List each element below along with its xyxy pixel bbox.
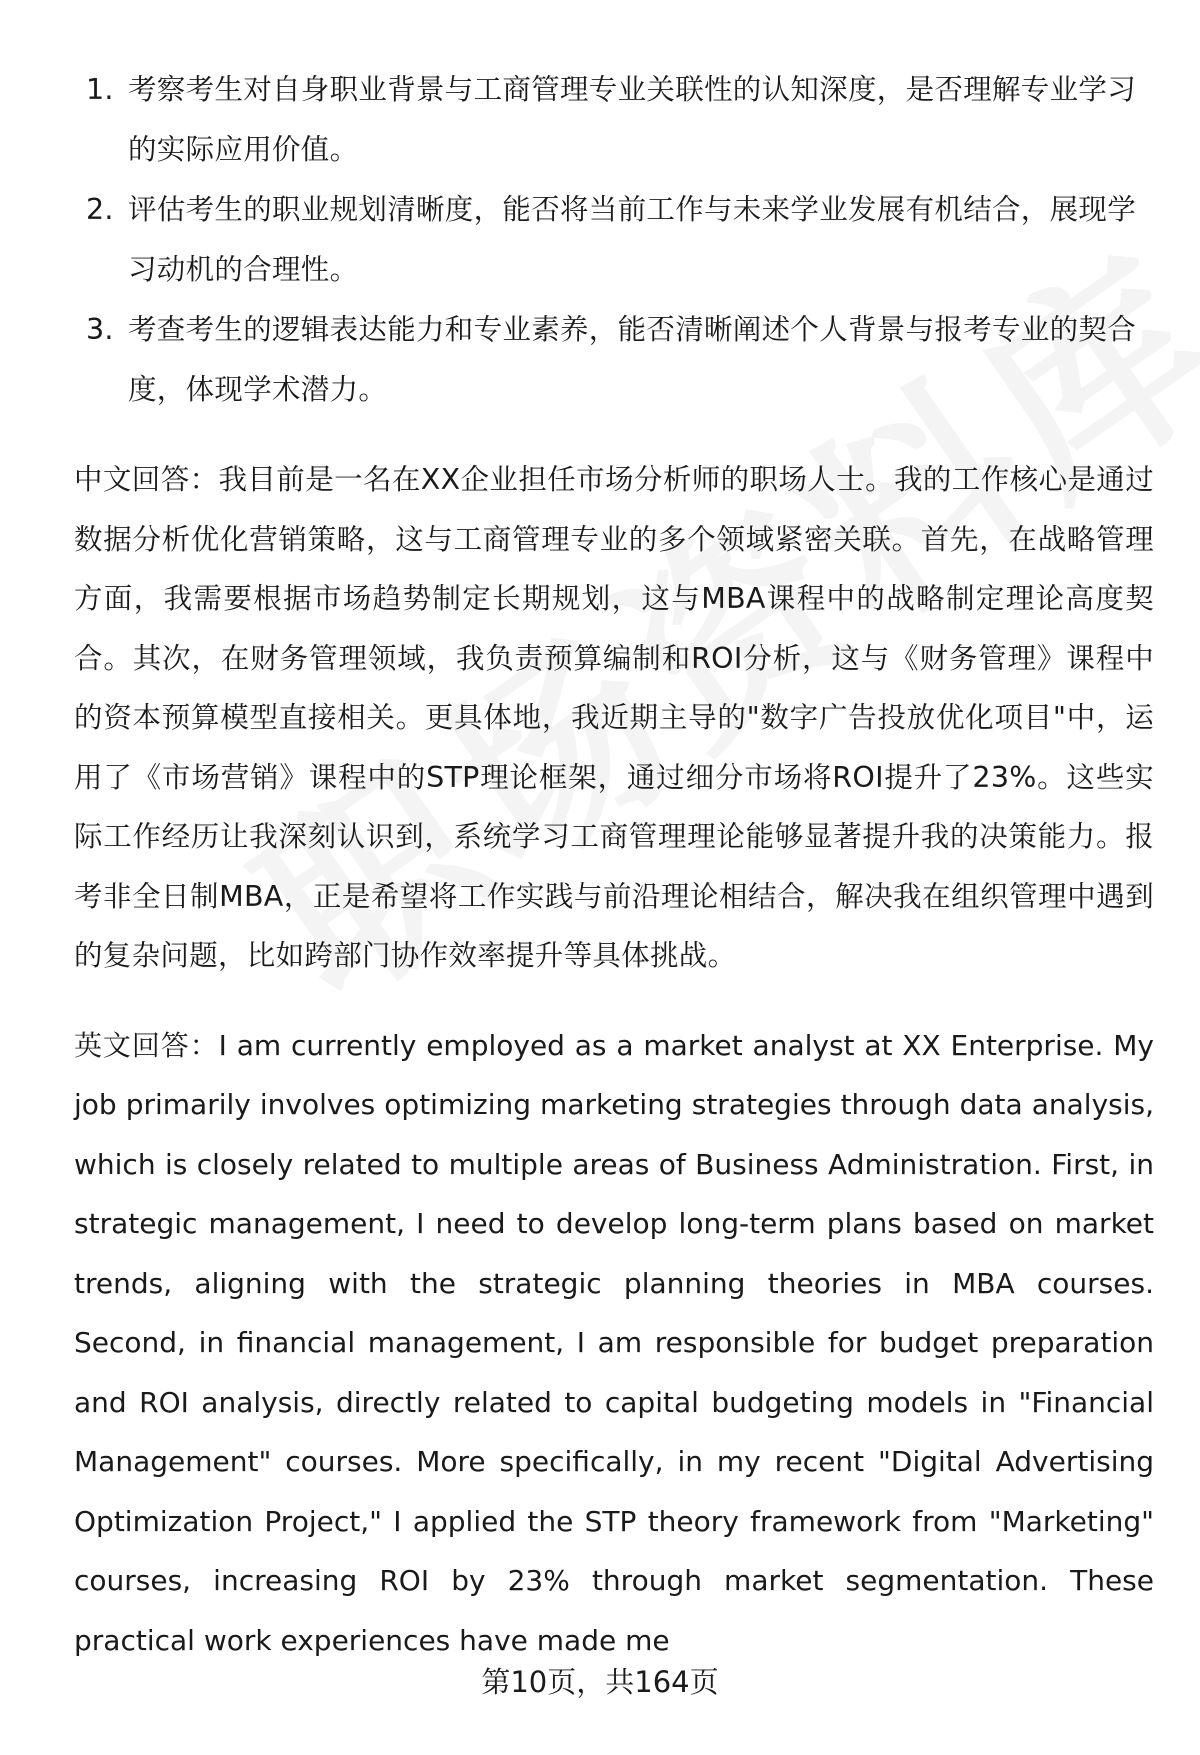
chinese-answer-text: 我目前是一名在XX企业担任市场分析师的职场人士。我的工作核心是通过数据分析优化营销策略，这与工商管理专业的多个领域紧密关联。首先，在战略管理方面，我需要根据市场趋势制定长期规划，这与MBA课程中的战略制定理论高度契合。其次，在财务管理领域，我负责预算编制和ROI分析，这与《财务管理》课程中的资本预算模型直接相关。更具体地，我近期主导的"数字广告投放优化项目"中，运用了《市场营销》课程中的STP理论框架，通过细分市场将ROI提升了23%。这些实际工作经历让我深刻认识到，系统学习工商管理理论能够显著提升我的决策能力。报考非全日制MBA，正是希望将工作实践与前沿理论相结合，解决我在组织管理中遇到的复杂问题，比如跨部门协作效率提升等具体挑战。	[74, 463, 1154, 972]
document-page	[74, 60, 1154, 1670]
evaluation-criteria-list	[74, 60, 1154, 420]
list-item-number: 2.	[86, 193, 114, 226]
chinese-answer	[74, 450, 1154, 986]
list-item-number: 3.	[86, 313, 114, 346]
english-answer-label: 英文回答：	[74, 1028, 219, 1062]
list-item	[74, 60, 1154, 180]
list-item-number: 1.	[86, 73, 114, 106]
list-item-text: 考查考生的逻辑表达能力和专业素养，能否清晰阐述个人背景与报考专业的契合度，体现学术潜力。	[128, 313, 1137, 406]
page-number-footer: 第10页，共164页	[481, 1665, 719, 1699]
english-answer	[74, 1016, 1154, 1671]
list-item-text: 考察考生对自身职业背景与工商管理专业关联性的认知深度，是否理解专业学习的实际应用价值。	[128, 73, 1137, 166]
list-item	[74, 300, 1154, 420]
list-item-text: 评估考生的职业规划清晰度，能否将当前工作与未来学业发展有机结合，展现学习动机的合理性。	[128, 193, 1137, 286]
english-answer-text: I am currently employed as a market analyst at XX Enterprise. My job primarily involves optimizing marketing strategies through data analysis, which is closely related to multiple areas of Business Administration. First, in strategic management, I need to develop long-term plans based on market trends, aligning with the strategic planning theories in MBA courses. Second, in financial management, I am responsible for budget preparation and ROI analysis, directly related to capital budgeting models in "Financial Management" courses. More specifically, in my recent "Digital Advertising Optimization Project," I applied the STP theory framework from "Marketing" courses, increasing ROI by 23% through market segmentation. These practical work experiences have made me	[74, 1028, 1154, 1657]
chinese-answer-label: 中文回答：	[74, 463, 219, 496]
list-item	[74, 180, 1154, 300]
